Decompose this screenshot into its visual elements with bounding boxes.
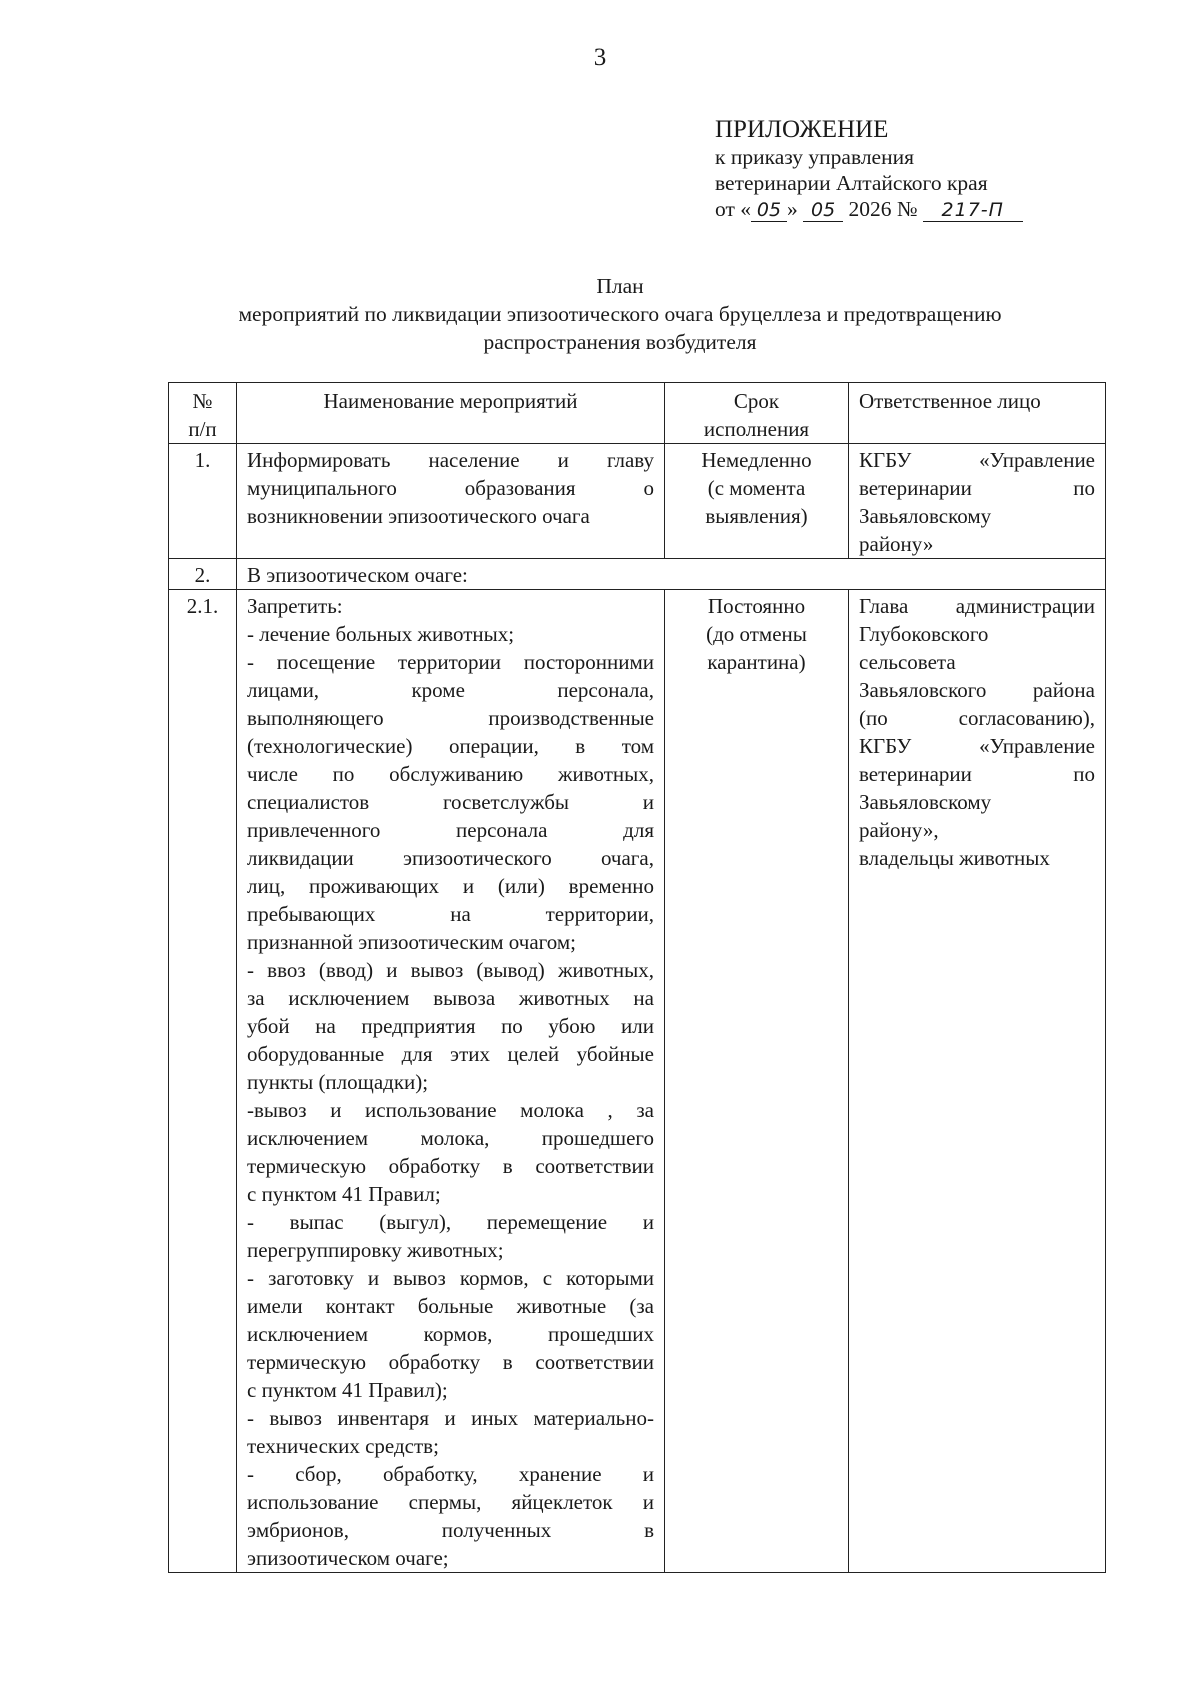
row-2-1-name-line: Запретить: (247, 594, 343, 618)
row-2-num: 2. (169, 559, 237, 590)
table-row (169, 444, 1106, 559)
row-2-1-deadline-line: (до отмены (706, 622, 807, 646)
row-1-name-line: Информировать население и главу (247, 448, 654, 472)
row-2-1-name-line: термическую обработку в соответствии (247, 1154, 654, 1178)
row-2-1-name-line: специалистов госветслужбы и (247, 790, 654, 814)
row-2-1-name-line: за исключением вывоза животных на (247, 986, 654, 1010)
row-2-1-name-line: признанной эпизоотическим очагом; (247, 930, 576, 954)
appendix-line-2: ветеринарии Алтайского края (715, 171, 988, 195)
handwritten-month: 05 (803, 199, 843, 222)
row-2-1-responsible-line: ветеринарии по (859, 762, 1095, 786)
row-1-name-line: муниципального образования о (247, 476, 654, 500)
appendix-line-1: к приказу управления (715, 145, 915, 169)
row-2-1-responsible-line: (по согласованию), (859, 706, 1095, 730)
row-2-1-name-line: убой на предприятия по убою или (247, 1014, 654, 1038)
plan-subtitle-line-2: распространения возбудителя (483, 330, 757, 354)
row-2-1-responsible-line: владельцы животных (859, 846, 1050, 870)
row-1-deadline-line: выявления) (705, 504, 808, 528)
row-1-responsible-line: Завьяловскому (859, 504, 992, 528)
row-1-num: 1. (169, 444, 237, 559)
plan-subtitle-line-1: мероприятий по ликвидации эпизоотического очага бруцеллеза и предотвращению (238, 302, 1002, 326)
appendix-date-line (715, 196, 1023, 222)
row-1-responsible-line: КГБУ «Управление (859, 448, 1095, 472)
year-and-number-label: 2026 № (848, 197, 918, 221)
row-2-1-name-line: пункты (площадки); (247, 1070, 429, 1094)
row-2-name: В эпизоотическом очаге: (237, 559, 1106, 590)
row-2-1-name-line: оборудованные для этих целей убойные (247, 1042, 654, 1066)
row-2-1-name-line: привлеченного персонала для (247, 818, 654, 842)
row-2-1-num: 2.1. (169, 590, 237, 1573)
header-name: Наименование мероприятий (237, 383, 665, 444)
row-2-1-name-line: исключением кормов, прошедших (247, 1322, 654, 1346)
page-number: 3 (593, 44, 607, 71)
appendix-block (715, 116, 1023, 222)
row-2-1-name-line: с пунктом 41 Правил); (247, 1378, 448, 1402)
row-2-1-responsible-line: КГБУ «Управление (859, 734, 1095, 758)
row-2-1-name-line: - заготовку и вывоз кормов, с которыми (247, 1266, 654, 1290)
row-2-1-name-line: термическую обработку в соответствии (247, 1350, 654, 1374)
date-day-close: » (787, 197, 798, 221)
row-1-responsible (849, 444, 1106, 559)
row-2-1-responsible-line: району», (859, 818, 939, 842)
row-2-1-name-line: эпизоотическом очаге; (247, 1546, 449, 1570)
row-1-name (237, 444, 665, 559)
measures-table (168, 382, 1106, 1573)
date-prefix: от « (715, 197, 751, 221)
row-2-1-name-line: - посещение территории посторонними (247, 650, 654, 674)
header-deadline-line-1: Срок (733, 389, 780, 413)
row-2-1-deadline-line: карантина) (707, 650, 806, 674)
row-2-1-responsible-line: Завьяловскому (859, 790, 992, 814)
row-2-1-name-line: числе по обслуживанию животных, (247, 762, 654, 786)
header-num-line-2: п/п (188, 417, 217, 441)
row-2-1-responsible-line: Завьяловского района (859, 678, 1095, 702)
header-responsible: Ответственное лицо (849, 383, 1106, 444)
row-2-1-name-line: (технологические) операции, в том (247, 734, 654, 758)
row-2-1-name-line: - сбор, обработку, хранение и (247, 1462, 654, 1486)
row-2-1-name-line: ликвидации эпизоотического очага, (247, 846, 654, 870)
row-1-deadline-line: (с момента (707, 476, 806, 500)
row-2-1-name-line: - выпас (выгул), перемещение и (247, 1210, 654, 1234)
row-2-1-name-line: - лечение больных животных; (247, 622, 515, 646)
row-2-1-name-line: -вывоз и использование молока , за (247, 1098, 654, 1122)
handwritten-order-number: 217-П (923, 199, 1023, 222)
row-2-1-name-line: использование спермы, яйцеклеток и (247, 1490, 654, 1514)
row-2-1-responsible-line: Глава администрации (859, 594, 1095, 618)
row-2-1-responsible-line: Глубоковского (859, 622, 989, 646)
row-1-deadline-line: Немедленно (701, 448, 812, 472)
row-1-name-line: возникновении эпизоотического очага (247, 504, 590, 528)
plan-title: План (596, 274, 644, 298)
handwritten-day: 05 (751, 199, 787, 222)
row-2-1-name-line: лицами, кроме персонала, (247, 678, 654, 702)
header-num (169, 383, 237, 444)
row-2-1-name-line: перегруппировку животных; (247, 1238, 504, 1262)
plan-heading (170, 272, 1070, 356)
row-2-1-name-line: с пунктом 41 Правил; (247, 1182, 441, 1206)
appendix-title: ПРИЛОЖЕНИЕ (715, 116, 889, 143)
row-2-1-name-line: - ввоз (ввод) и вывоз (вывод) животных, (247, 958, 654, 982)
row-2-1-responsible (849, 590, 1106, 1573)
row-2-1-name (237, 590, 665, 1573)
row-2-1-name-line: эмбрионов, полученных в (247, 1518, 654, 1542)
row-2-1-name-line: исключением молока, прошедшего (247, 1126, 654, 1150)
row-2-1-name-line: выполняющего производственные (247, 706, 654, 730)
table-row (169, 559, 1106, 590)
row-2-1-responsible-line: сельсовета (859, 650, 956, 674)
row-2-1-name-line: технических средств; (247, 1434, 439, 1458)
row-2-1-name-line: - вывоз инвентаря и иных материально- (247, 1406, 654, 1430)
header-num-line-1: № (192, 389, 213, 413)
row-2-1-name-line: имели контакт больные животные (за (247, 1294, 654, 1318)
row-2-1-name-line: лиц, проживающих и (или) временно (247, 874, 654, 898)
row-2-1-name-line: пребывающих на территории, (247, 902, 654, 926)
header-deadline-line-2: исполнения (703, 417, 810, 441)
row-2-1-deadline (665, 590, 849, 1573)
table-header-row (169, 383, 1106, 444)
header-deadline (665, 383, 849, 444)
row-2-1-deadline-line: Постоянно (707, 594, 806, 618)
row-1-responsible-line: району» (859, 532, 934, 556)
table-row (169, 590, 1106, 1573)
row-1-responsible-line: ветеринарии по (859, 476, 1095, 500)
row-1-deadline (665, 444, 849, 559)
